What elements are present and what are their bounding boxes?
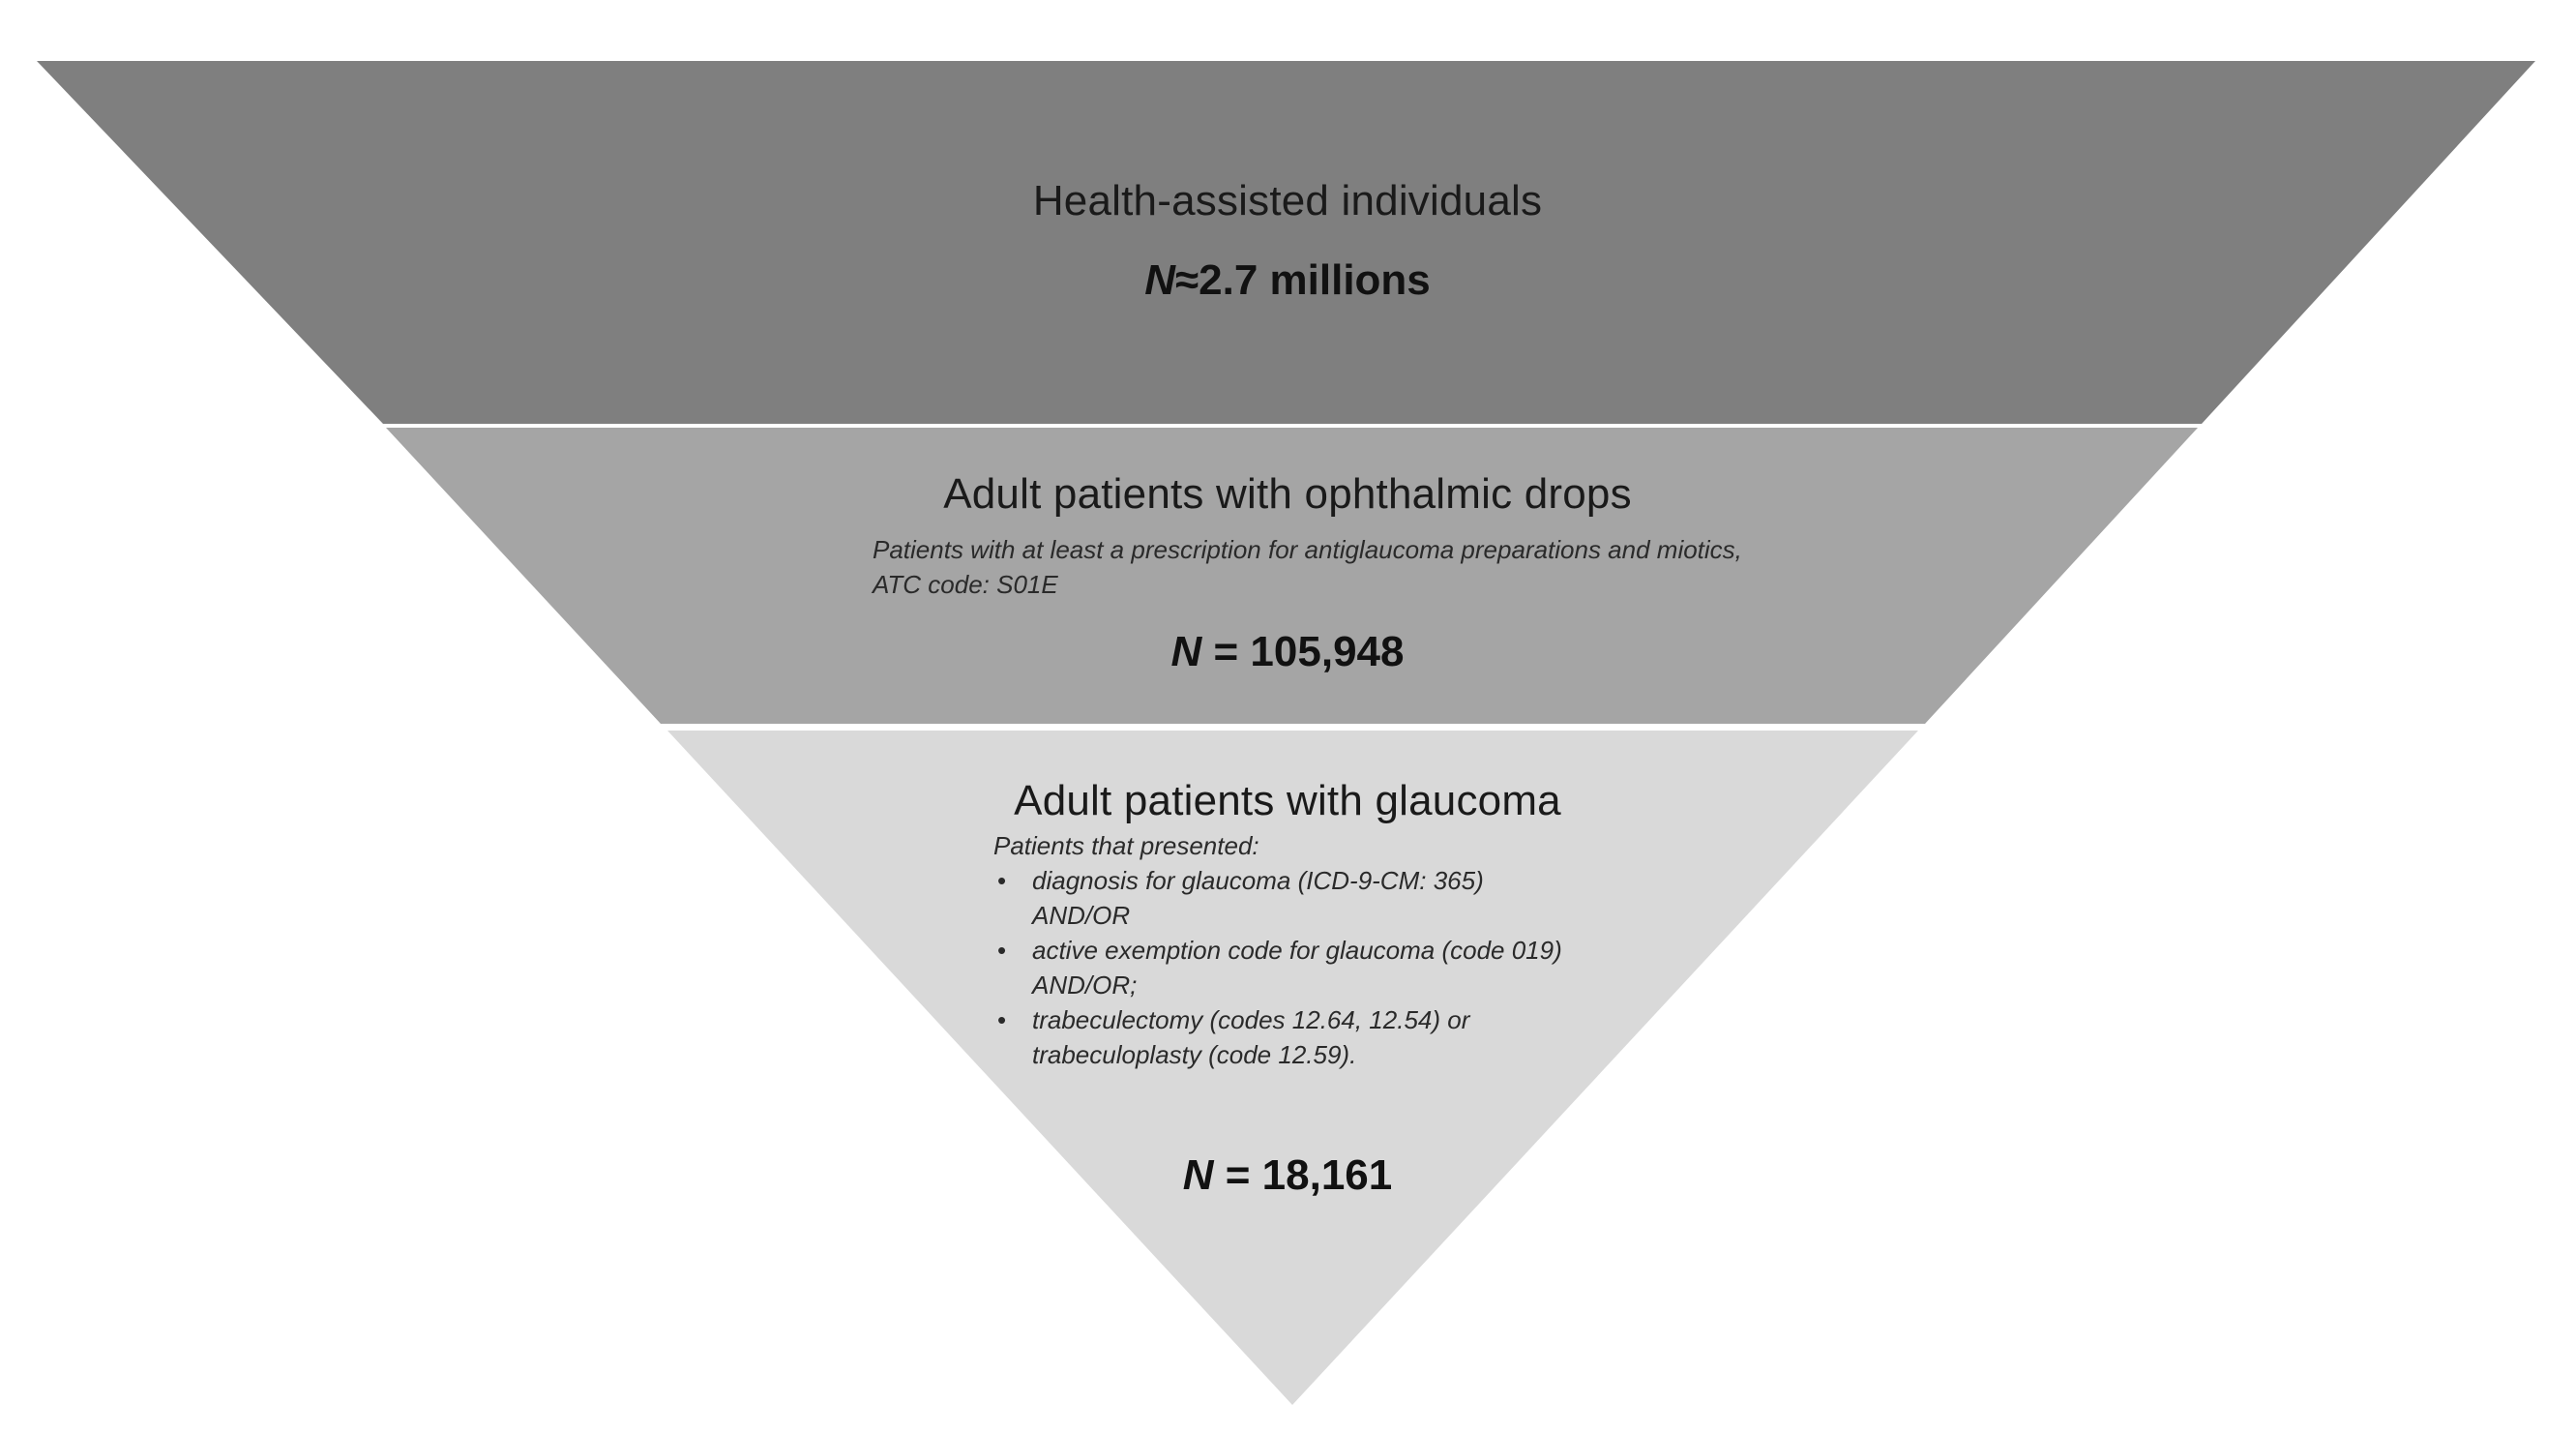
count-variable: N (1182, 1151, 1214, 1199)
criteria-item: • diagnosis for glaucoma (ICD-9-CM: 365) AND/OR (1032, 863, 1574, 933)
count-variable: N (1144, 256, 1175, 304)
level-1-count (804, 256, 1771, 305)
criteria-item: • active exemption code for glaucoma (code 019) AND/OR; (1032, 933, 1574, 1002)
level-3-title: Adult patients with glaucoma (1014, 777, 1561, 824)
criteria-list (993, 863, 1574, 1072)
count-value: = 18,161 (1213, 1151, 1393, 1199)
count-value: = 105,948 (1201, 628, 1405, 675)
criteria-item: • trabeculectomy (codes 12.64, 12.54) or trabeculoplasty (code 12.59). (1032, 1002, 1574, 1072)
level-2-count (804, 628, 1771, 676)
count-variable: N (1170, 628, 1202, 675)
count-value: ≈2.7 millions (1174, 256, 1431, 304)
level-2-description: Patients with at least a prescription for antiglaucoma preparations and miotics, ATC code: S01E (873, 535, 1742, 599)
level-3-description: Patients that presented: (993, 831, 1259, 860)
level-2-title: Adult patients with ophthalmic drops (943, 470, 1632, 518)
level-1-title: Health-assisted individuals (1032, 177, 1543, 224)
level-3-criteria (993, 863, 1574, 1072)
funnel-level-1 (37, 61, 2535, 424)
level-3-count (804, 1151, 1771, 1200)
